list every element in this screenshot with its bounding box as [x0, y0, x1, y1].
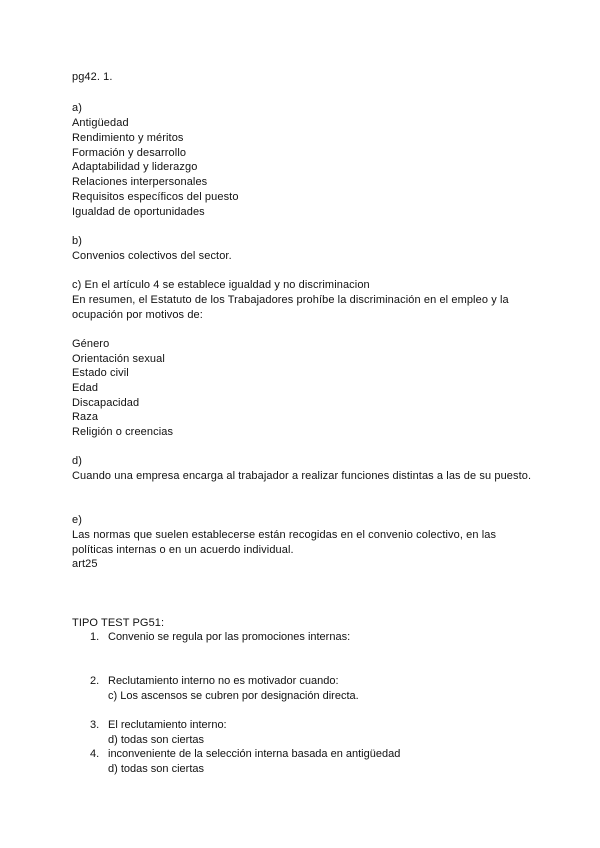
list-item: Género	[72, 338, 110, 350]
list-item: Relaciones interpersonales	[72, 176, 208, 188]
question-answer: c) Los ascensos se cubren por designación directa.	[108, 690, 359, 702]
list-item: Estado civil	[72, 367, 129, 379]
section-e-reference: art25	[72, 558, 98, 570]
question-number: 4.	[90, 748, 100, 760]
list-item: Raza	[72, 411, 99, 423]
section-b-label: b)	[72, 235, 82, 247]
list-item: Rendimiento y méritos	[72, 132, 184, 144]
section-d-label: d)	[72, 455, 82, 467]
list-item: Igualdad de oportunidades	[72, 206, 205, 218]
question-number: 3.	[90, 719, 100, 731]
list-item: Adaptabilidad y liderazgo	[72, 161, 198, 173]
test-title: TIPO TEST PG51:	[72, 617, 165, 629]
list-item: Orientación sexual	[72, 353, 165, 365]
list-item: Discapacidad	[72, 397, 140, 409]
list-item: Formación y desarrollo	[72, 147, 187, 159]
section-c-paragraph-line: ocupación por motivos de:	[72, 309, 203, 321]
question-answer: d) todas son ciertas	[108, 734, 204, 746]
question-number: 2.	[90, 675, 100, 687]
list-item: Antigüedad	[72, 117, 129, 129]
section-d-text: Cuando una empresa encarga al trabajador a realizar funciones distintas a las de su puesto.	[72, 470, 532, 482]
list-item: Requisitos específicos del puesto	[72, 191, 239, 203]
page-header: pg42. 1.	[72, 71, 113, 83]
list-item: Religión o creencias	[72, 426, 174, 438]
section-e-line: Las normas que suelen establecerse están recogidas en el convenio colectivo, en las	[72, 529, 497, 541]
question-text: Convenio se regula por las promociones internas:	[108, 631, 351, 643]
section-c-paragraph-line: En resumen, el Estatuto de los Trabajadores prohíbe la discriminación en el empleo y la	[72, 294, 509, 306]
section-c-title: c) En el artículo 4 se establece igualdad y no discriminacion	[72, 279, 370, 291]
section-e-label: e)	[72, 514, 82, 526]
question-text: inconveniente de la selección interna basada en antigüedad	[108, 748, 401, 760]
question-number: 1.	[90, 631, 100, 643]
section-b-text: Convenios colectivos del sector.	[72, 250, 232, 262]
section-e-line: políticas internas o en un acuerdo individual.	[72, 544, 294, 556]
list-item: Edad	[72, 382, 99, 394]
question-text: Reclutamiento interno no es motivador cuando:	[108, 675, 339, 687]
question-answer: d) todas son ciertas	[108, 763, 204, 775]
question-text: El reclutamiento interno:	[108, 719, 227, 731]
section-a-label: a)	[72, 102, 82, 114]
